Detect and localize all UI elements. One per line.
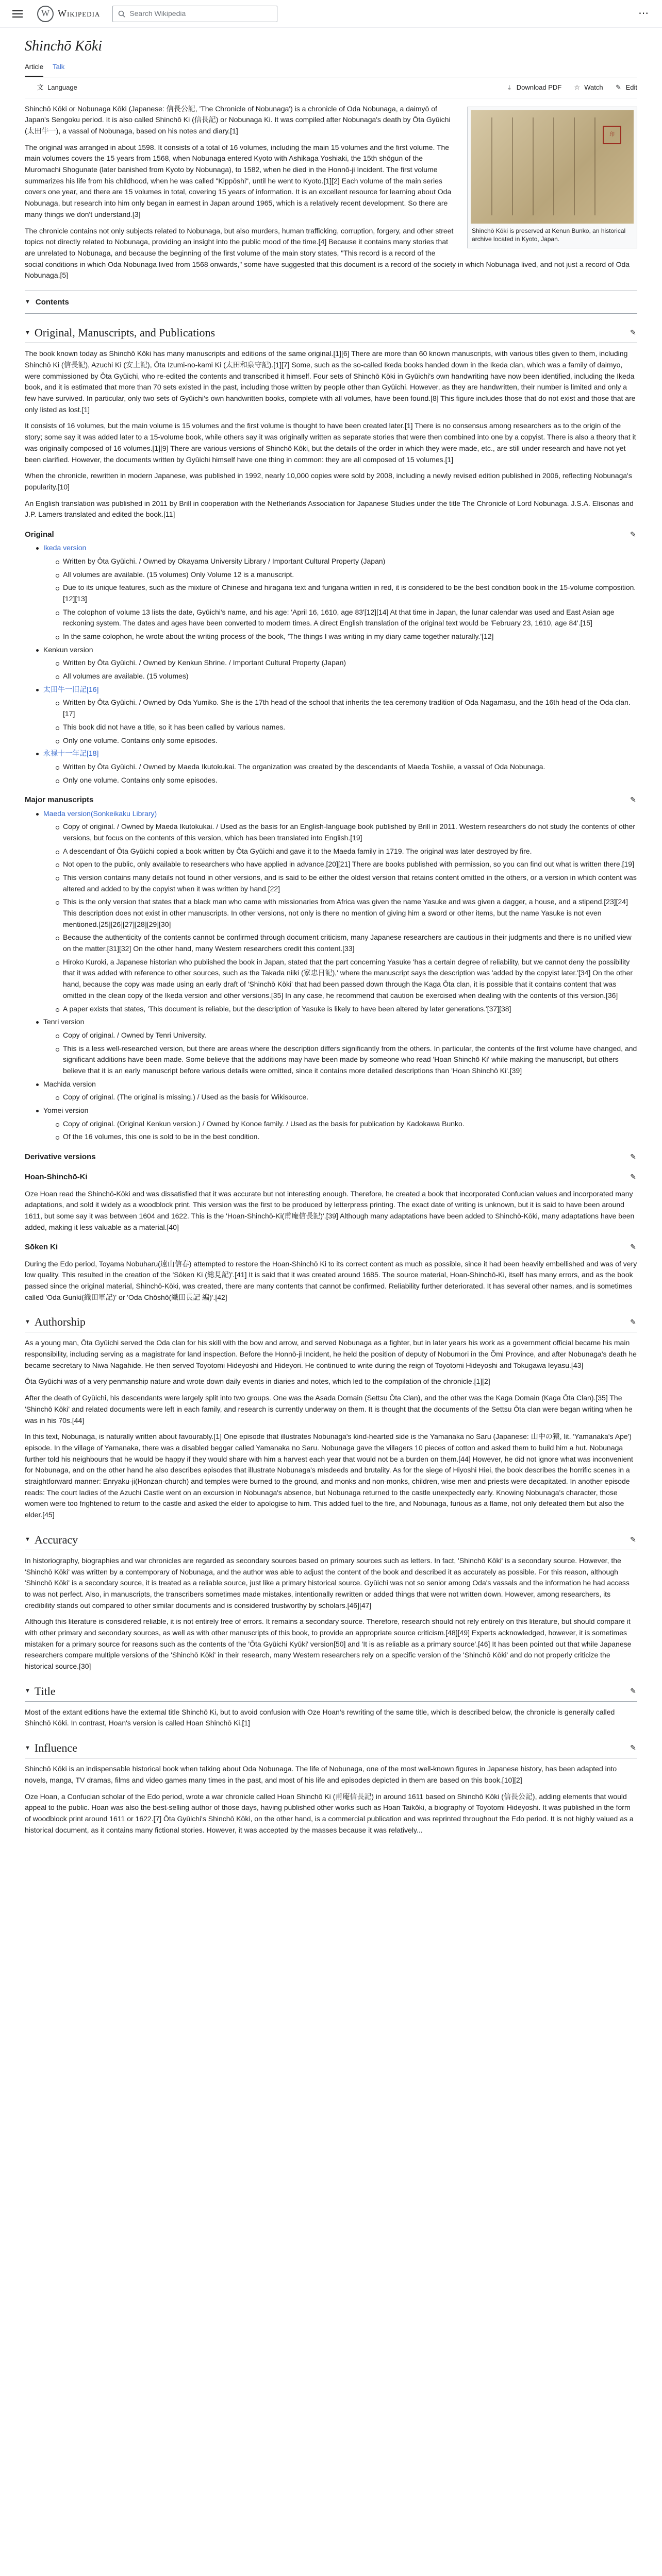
- top-bar: [0, 0, 662, 28]
- edit-section-icon[interactable]: ✎: [630, 1317, 636, 1326]
- list-subitem: Due to its unique features, such as the mixture of Chinese and hiragana text and furigana written in red, it is considered to be the best condition book in the 15-volume composition.[12][13]: [56, 582, 637, 604]
- list-subitem: Written by Ōta Gyūichi. / Owned by Oda Yumiko. She is the 17th head of the school that inherits the tea ceremony tradition of Oda Nagamasu, and the 16th head of the Oda clan.[17]: [56, 697, 637, 719]
- subsection-header-original: [25, 529, 637, 540]
- edit-section-icon[interactable]: ✎: [630, 1743, 636, 1752]
- list-subitem: All volumes are available. (15 volumes): [56, 671, 637, 682]
- article: [0, 28, 662, 1836]
- list-item: [36, 808, 637, 1015]
- more-options-icon[interactable]: ⋯: [638, 8, 650, 19]
- origin-paragraph-1: The book known today as Shinchō Kōki has many manuscripts and editions of the same original.[1][6] There are more than 60 known manuscripts, with various titles given to them, including Shinchō Ki (信長記), Azuchi Ki (安土記), Ōta Izumi-no-kami Ki (太田和泉守記).[1][7] Some, such as the so-called Ikeda books handed down in the Ikeda clan, which was a family of daimyo, were commissioned by Ōta Gyūichi, who re-edited the contents and transcribed it himself. Four sets of Shinchō Kōki in Gyūichi's own handwriting have now been identified, including the Ikeda book, and it is estimated that more than 70 sets existed in the past, including those written by people other than Gyūichi. However, as they are handwritten, their number is limited and only a few have survived. In particular, only two sets of Gyūichi's own handwritten books, complete with all volumes, have been found.[8] This figure includes those that do not exist and those that are only listed as lost.[1]: [25, 349, 636, 414]
- chevron-down-icon: ▼: [25, 329, 30, 336]
- chevron-down-icon: ▼: [25, 1688, 30, 1694]
- page-toolbar: [25, 77, 637, 98]
- list-subitem: All volumes are available. (15 volumes) Only Volume 12 is a manuscript.: [56, 569, 637, 581]
- star-icon: ☆: [574, 83, 581, 91]
- tab-talk[interactable]: Talk: [53, 63, 65, 71]
- edit-section-icon[interactable]: ✎: [630, 328, 636, 337]
- search-input[interactable]: [112, 6, 277, 22]
- subsection-title-hoan: Hoan-Shinchō-Ki: [25, 1173, 88, 1182]
- intro-paragraph-3: The chronicle contains not only subjects related to Nobunaga, but also murders, human trafficking, corruption, forgery, and other street topics not directly related to Nobunaga, providing an insight into the public mood of the time.[4] Because it contains many stories that are unrelated to Nobunaga, and because the beginning of the first volume of the main story states, "This record is a record of the social conditions in which Oda Nobunaga lived from 1568 onwards," some have suggested that this document is a record of the society in which Nobunaga lived, and not just a record of Oda Nobunaga.[5]: [25, 226, 630, 280]
- chevron-down-icon: ▼: [25, 299, 30, 306]
- globe-icon: W: [37, 6, 54, 22]
- subsection-header-major: [25, 794, 637, 806]
- list-subitem: Copy of original. / Owned by Tenri University.: [56, 1030, 637, 1041]
- list-subitem: This version contains many details not found in other versions, and is said to be either the oldest version that retains content omitted in the others, or a version in which content was altered and added to by the copyist when it was written by hand.[22]: [56, 872, 637, 894]
- list-item-title[interactable]: Ikeda version: [43, 544, 87, 552]
- download-icon: ⤓: [507, 83, 511, 91]
- language-button[interactable]: [36, 82, 77, 93]
- section-header-accuracy[interactable]: [25, 1531, 637, 1550]
- soken-paragraph: During the Edo period, Toyama Nobuharu(遠山信春) attempted to restore the Hoan-Shinchō Ki to its correct content as much as possible, since it had been heavily embellished and was of very low quality. This resulted in the creation of the 'Sōken Ki (総見記)'.[41] It is said that it was created around 1685. The source material, Hoan-Shinchō-Ki, itself has many errors, and as the book passed since the original material, Shinchō-Kōki, was created, there are many contents that cannot be confirmed. Reliability further deteriorated. It has several other names, and is sometimes called 'Oda Gunki(織田軍記)' or 'Oda Chōshō(織田長記 編)'.[42]: [25, 1259, 637, 1301]
- chevron-down-icon: ▼: [25, 1536, 30, 1543]
- infobox-caption: Shinchō Kōki is preserved at Kenun Bunko, an historical archive located in Kyoto, Japan.: [472, 227, 626, 243]
- intro-paragraph-1: Shinchō Kōki or Nobunaga Kōki (Japanese: 信長公記, 'The Chronicle of Nobunaga') is a chronicle of Oda Nobunaga, a daimyō of Japan's Sengoku period. It is also called Shinchō Ki (信長記) or Nobunaga Ki. It was compiled after Nobunaga's death by Ōta Gyūichi (太田牛一), a vassal of Nobunaga, based on his notes and diary.[1]: [25, 104, 451, 135]
- influence-paragraph-1: Shinchō Kōki is an indispensable historical book when talking about Oda Nobunaga. The life of Nobunaga, one of the most well-known figures in Japanese history, has been adapted into novels, manga, TV dramas, films and video games many times in the past, and most of his life and episodes depicted in them are based on this book.[10][2]: [25, 1765, 617, 1784]
- section-title-authorship: Authorship: [34, 1315, 86, 1329]
- edit-section-icon[interactable]: ✎: [630, 1243, 636, 1251]
- chevron-down-icon: ▼: [25, 1318, 30, 1325]
- origin-paragraph-2: It consists of 16 volumes, but the main volume is 15 volumes and the first volume is thought to have been created later.[1] There is no consensus among researchers as to the origin of the story; some say it was added later to a 15-volume book, while others say it was originally written as separate stories that were then combined into one by a copyist. There is also a theory that it was originally composed of 16 volumes.[1][9] There are various versions of Shinchō Kōki, but the details of the order in which they were made, etc., are still under research and have not yet been clarified. However, the documents written by Gyūichi himself have one thing in common: they are all composed of 15 volumes.[1]: [25, 421, 636, 464]
- list-subitem: This book did not have a title, so it has been called by various names.: [56, 722, 637, 733]
- list-subitem: In the same colophon, he wrote about the writing process of the book, 'The things I was writing in my diary came together naturally.'[12]: [56, 631, 637, 642]
- section-title-accuracy: Accuracy: [34, 1533, 78, 1546]
- download-label: Download PDF: [516, 83, 562, 91]
- list-subitem: Not open to the public, only available to researchers who have applied in advance.[20][21] There are books published with permission, so you can find out what is written there.[19]: [56, 859, 637, 870]
- list-subitem: Copy of original. / Owned by Maeda Ikutokukai. / Used as the basis for an English-language book published by Brill in 2011. Western researchers do not study the contents of other versions, but focus on the contents of this version, which has been translated into English.[19]: [56, 821, 637, 843]
- edit-label: Edit: [625, 83, 637, 91]
- seal-stamp: 印: [603, 126, 621, 144]
- authorship-paragraph-1: As a young man, Ōta Gyūichi served the Oda clan for his skill with the bow and arrow, and served Nobunaga as a fighter, but in later years his work as a government official became his main responsibility, including serving as a magistrate for land inspection. Before the Honnō-ji Incident, he held the position of deputy of Nobumori in the Õmi Province, and after Nobunaga's death he became secretary to Niwa Nagahide. He then served Toyotomi Hideyoshi and Hideyori. He continued to write during the reign of Toyotomi Hideyoshi and Tokugawa Ieyasu.[43]: [25, 1338, 637, 1369]
- subsection-title-derivative: Derivative versions: [25, 1153, 96, 1162]
- edit-section-icon[interactable]: ✎: [630, 1173, 636, 1181]
- infobox: [467, 107, 637, 249]
- download-button[interactable]: [505, 82, 561, 93]
- origin-paragraph-4: An English translation was published in 2011 by Brill in cooperation with the Netherlands Association for Japanese Studies under the title The Chronicle of Lord Nobunaga. J.S.A. Elisonas and J.P. Lamers translated and edited the book.[11]: [25, 499, 634, 519]
- subsection-header-derivative: [25, 1151, 637, 1163]
- subsection-header-soken: [25, 1241, 637, 1253]
- list-item: [36, 684, 637, 746]
- list-subitem: A paper exists that states, 'This document is reliable, but the description of Yasuke is likely to have been altered by later generations.'[37][38]: [56, 1004, 637, 1015]
- section-header-title[interactable]: [25, 1683, 637, 1702]
- list-item-title[interactable]: 永禄十一年記[18]: [43, 749, 99, 758]
- accuracy-paragraph-1: In historiography, biographies and war chronicles are regarded as secondary sources based on primary sources such as letters. In fact, 'Shinchō Kōki' is a secondary source. However, the 'Shinchō Kōki' was written by a contemporary of Nobunaga, and the author was able to adjust the content of the book and described it as accurately as possible. For this reason, although 'Shinchō Kōki' is a secondary source, it is treated as a reliable source, just like a primary historical source. Gyūichi was not so senior among Oda's vassals and the information he had access to was not perfect. Also, in manuscripts, the transcribers sometimes made mistakes, intentionally rewritten or added things that were not written down. However, among researchers, its credibility stands out compared to other similar documents and is considered trustworthy by scholars.[46][47]: [25, 1556, 630, 1609]
- wikipedia-logo[interactable]: [37, 6, 100, 22]
- list-subitem: Because the authenticity of the contents cannot be confirmed through document criticism, many Japanese researchers are cautious in their judgments and there is no unified view on the matter.[31][32] On the other hand, many Western researchers credit this content.[33]: [56, 932, 637, 954]
- wordmark: Wikipedia: [58, 8, 101, 19]
- list-subitem: Only one volume. Contains only some episodes.: [56, 735, 637, 747]
- section-header-authorship[interactable]: [25, 1313, 637, 1332]
- origin-paragraph-3: When the chronicle, rewritten in modern Japanese, was published in 1992, nearly 10,000 copies were sold by 2008, including a newly revised edition published in 2006, reflecting Nobunaga's popularity.[10]: [25, 471, 632, 491]
- hoan-paragraph: Oze Hoan read the Shinchō-Kōki and was dissatisfied that it was accurate but not interesting enough. Therefore, he created a book that incorporated Confucian values and incorporated many adaptations, and sold it widely as a woodblock print. This version was the first to be produced by letterpress printing. The exact date of writing is unknown, but it is said to have been around 1611, but some say it was between 1604 and 1622. This is the 'Hoan-Shinchō-Ki(甫庵信長記)'.[39] Although many adaptations have been added to Shinchō-Kōki, many adaptations have been added, making it less valuable as a material.[40]: [25, 1189, 635, 1231]
- accuracy-paragraph-2: Although this literature is considered reliable, it is not entirely free of errors. It remains a secondary source. Therefore, research should not rely entirely on this literature, but should compare it with other primary and secondary sources, as well as with other manuscripts of this book, to provide an appropriate source criticism.[48][49] Experts acknowledged, however, it is sometimes mistaken for a primary source for reasons such as the contents of the 'Ōta Gyūichi Kyūki' version[50] and 'It is as reliable as a primary source'.[46] It has been pointed out that while Japanese researchers compare multiple versions of the 'Shinchō Kōki' in their research, many Western researchers rely on a specific version of the 'Shinchō Kōki' and do not properly criticize the historical source.[30]: [25, 1617, 632, 1671]
- list-item: [36, 1079, 637, 1103]
- list-item: [36, 1016, 637, 1076]
- edit-section-icon[interactable]: ✎: [630, 530, 636, 538]
- section-title-influence: Influence: [34, 1741, 77, 1755]
- search-icon: [118, 10, 125, 18]
- edit-button[interactable]: [615, 82, 637, 93]
- toc-label: Contents: [35, 297, 69, 307]
- list-item-title: Yomei version: [43, 1106, 89, 1115]
- list-subitem: Written by Ōta Gyūichi. / Owned by Kenkun Shrine. / Important Cultural Property (Japan): [56, 657, 637, 669]
- list-item: [36, 645, 637, 682]
- list-subitem: The colophon of volume 13 lists the date, Gyūichi's name, and his age: 'April 16, 1610, age 83'[12][14] At that time in Japan, the lunar calendar was used and East Asian age reckoning system. The dates and ages have been converted to modern times. A direct English translation of the original text would be 'February 23, 1610, age 84'.[15]: [56, 607, 637, 629]
- list-subitem: Written by Ōta Gyūichi. / Owned by Maeda Ikutokukai. The organization was created by the descendants of Maeda Toshiie, a vassal of Oda Nobunaga.: [56, 761, 637, 773]
- subsection-title-major: Major manuscripts: [25, 795, 94, 805]
- watch-label: Watch: [584, 83, 603, 91]
- subsection-title-original: Original: [25, 530, 54, 539]
- list-subitem: This is a less well-researched version, but there are areas where the description differs significantly from the others. In particular, the contents of the first volume have changed, and significant additions have been made. Some believe that the additions may have been made by someone who read 'Hoan Shinchō Ki' while making the manuscript, but others believe that it is an early manuscript before various details were omitted, since it contains more detailed descriptions than 'Hoan Shinchō Ki'.[39]: [56, 1043, 637, 1077]
- title-paragraph: Most of the extant editions have the external title Shinchō Ki, but to avoid confusion with Oze Hoan's rewriting of the same title, which is described below, the chronicle is generally called Shinchō Kōki. In contrast, Hoan's version is called Hoan Shinchō Ki.[1]: [25, 1707, 615, 1727]
- major-list: [36, 808, 637, 1143]
- list-subitem: A descendant of Ōta Gyūichi copied a book written by Ōta Gyūichi and gave it to the Maeda family in 1719. The original was later destroyed by fire.: [56, 846, 637, 857]
- pencil-icon: ✎: [616, 83, 622, 91]
- subsection-title-soken: Sōken Ki: [25, 1243, 58, 1252]
- section-header-influence[interactable]: [25, 1739, 637, 1758]
- edit-section-icon[interactable]: ✎: [630, 795, 636, 804]
- list-subitem: This is the only version that states that a black man who came with missionaries from Africa was given the name Yasuke and was given a dagger, a house, and a stipend.[23][24] This description does not exist in other manuscripts. In other versions, not only is there no mention of giving him a sword or other items, but the name Yasuke is not even mentioned.[25][26][27][28][29][30]: [56, 896, 637, 930]
- original-list: [36, 543, 637, 786]
- tab-article[interactable]: Article: [25, 60, 43, 76]
- page-tabs: [25, 60, 637, 77]
- list-item-title: Kenkun version: [43, 645, 93, 654]
- translate-icon: 文: [37, 83, 44, 91]
- list-subitem: Written by Ōta Gyūichi. / Owned by Okayama University Library / Important Cultural Property (Japan): [56, 556, 637, 567]
- edit-section-icon[interactable]: ✎: [630, 1686, 636, 1695]
- chevron-down-icon: ▼: [25, 1744, 30, 1751]
- subsection-header-hoan: [25, 1171, 637, 1183]
- edit-section-icon[interactable]: ✎: [630, 1152, 636, 1161]
- table-of-contents[interactable]: [25, 291, 637, 314]
- list-item-title[interactable]: Maeda version(Sonkeikaku Library): [43, 809, 157, 818]
- list-subitem: Copy of original. (The original is missing.) / Used as the basis for Wikisource.: [56, 1092, 637, 1103]
- list-item: [36, 543, 637, 642]
- authorship-paragraph-2: Ōta Gyūichi was of a very penmanship nature and wrote down daily events in diaries and notes, which led to the compilation of the chronicle.[1][2]: [25, 1377, 490, 1386]
- section-header-origin[interactable]: [25, 324, 637, 343]
- list-item-title: Machida version: [43, 1079, 96, 1088]
- list-subitem: Only one volume. Contains only some episodes.: [56, 775, 637, 786]
- page-title: Shinchō Kōki: [25, 38, 103, 54]
- list-subitem: Of the 16 volumes, this one is sold to be in the best condition.: [56, 1131, 637, 1143]
- watch-button[interactable]: [573, 82, 603, 93]
- intro-paragraph-2: The original was arranged in about 1598. It consists of a total of 16 volumes, including the main 15 volumes and the first volume. The main volumes covers the 15 years from 1568, when Nobunaga entered Kyoto with Ashikaga Yoshiaki, the 15th shōgun of the Muromachi Shogunate (later banished from Kyoto by Nobunaga), to 1582, when he died in the Honnō-ji Incident. The first volume summarizes his life from his childhood, when he was called "Kippōshi", until he went to Kyoto.[1][2] Each volume of the main series covers one year, and there are 15 volumes in total, covering 15 years of information. It is an excellent resource for learning about Oda Nobunaga, but research into him only began in earnest in Japan around 1965, which is a relatively recent development. So there are many things we don't understand.[3]: [25, 143, 452, 218]
- list-item: [36, 1105, 637, 1143]
- edit-section-icon[interactable]: ✎: [630, 1535, 636, 1544]
- list-item: [36, 748, 637, 786]
- influence-paragraph-2: Oze Hoan, a Confucian scholar of the Edo period, wrote a war chronicle called Hoan Shinchō Ki (甫庵信長記) in around 1611 based on Shinchō Kōki (信長公記), adding elements that would appeal to the public. Hoan was also the best-selling author of those days, having published other works such as Hoan Taikōki, a biography of Toyotomi Hideyoshi. It was published in the form of woodblock print around 1611 or 1622.[7] Ōta Gyūichi's Shinchō Kōki, on the other hand, is a commercial publication and was reprinted throughout the Edo period. It is not highly valued as a historical document, as it contains many fictional stories. However, it was accepted by the masses because it was relatively...: [25, 1792, 634, 1834]
- manuscript-image[interactable]: [471, 110, 634, 224]
- list-subitem: Copy of original. (Original Kenkun version.) / Owned by Konoe family. / Used as the basis for publication by Kadokawa Bunko.: [56, 1118, 637, 1130]
- language-label: Language: [47, 83, 77, 91]
- search-placeholder: Search Wikipedia: [129, 9, 186, 18]
- authorship-paragraph-4: In this text, Nobunaga, is naturally written about favourably.[1] One episode that illustrates Nobunaga's kind-hearted side is the Yamanaka no Saru (Japanese: 山中の猿, lit. 'Yamanaka's Ape') episode. In the village of Yamanaka, there was a disabled beggar called Yamanaka no Saru. Nobunaga gave the villagers 10 pieces of cotton and asked them to build him a hut. Nobunaga further told his neighbours that he would be happy if they would share with him a harvest each year that would not be a burden on them.[44] However, he did not ignore what was inconvenient for Nobunaga, and on the other hand he also describes episodes that illustrate Nobunaga's misdeeds and brutality. As for the siege of Hiyoshi Hiei, the book describes the horrific scenes in a straightforward manner: Enryaku-ji(Honzan-church) and temples were burned to the ground, and monks and non-monks, children, wise men and priests were decapitated. In another episode reads: The court ladies of the Azuchi Castle went on an excursion in Nobunaga's absence, but Nobunaga returned to the castle unexpectedly early. Knowing Nobunaga's character, those women were too frightened to return to the castle and asked the elder to apologise to him. This added fuel to the fire, and Nobunaga, furious as a flame, not only defeated them but also the elder.[45]: [25, 1432, 633, 1519]
- section-title-title: Title: [34, 1684, 56, 1698]
- list-item-title: Tenri version: [43, 1018, 85, 1026]
- menu-icon[interactable]: [12, 10, 23, 18]
- section-title-origin: Original, Manuscripts, and Publications: [34, 326, 216, 340]
- list-item-title[interactable]: 太田牛一旧記[16]: [43, 685, 99, 693]
- authorship-paragraph-3: After the death of Gyūichi, his descendants were largely split into two groups. One was the Asada Domain (Settsu Ōta Clan), and the other was the Kaga Domain (Kaga Ōta Clan).[35] The 'Shinchō Kōki' and related documents were left in each family, and research is currently underway on them. It is thought that the documents of the Settsu Ōta clan were began writing when he was in his 70s.[44]: [25, 1394, 633, 1425]
- list-subitem: Hiroko Kuroki, a Japanese historian who published the book in Japan, stated that the part concerning Yasuke 'has a certain degree of reliability, but we cannot deny the possibility that it was added with reference to other sources, such as the Takada niiki (家忠日記),' where the manuscript says the description was 'added by the copyist later.'[34] On the other hand, because the copy was made using an early draft of 'Shinchō Kōki' that had been passed down through the Kaga Ōta clan, it is possible that it contains content that was omitted in the clean copy of the Ikeda version and other versions.[35] In any case, he recommend that caution be exercised when dealing with the contents of this version.[36]: [56, 957, 637, 1002]
